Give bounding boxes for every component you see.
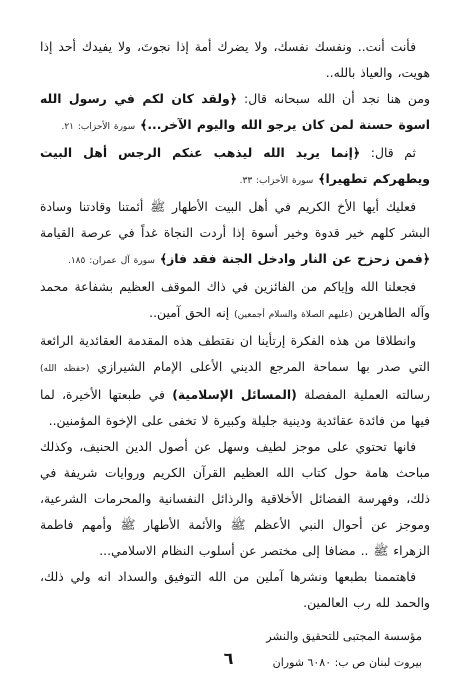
paragraph-6-middle: رسالته العملية المفصلة: [296, 387, 430, 402]
paragraph-3-intro: ثم قال:: [360, 145, 416, 160]
paragraph-7-text: فانها تحتوي على موجز لطيف وسهل عن أصول الدين الحنيف، وكذلك مباحث هامة حول كتاب الله العظيم القرآن الكريم وروايات شريفة في ذلك، وفهرسة الفضائل الأخلاقية والرذائل النفسانية والمحرمات الشرعية، وموجز عن أحوال النبي الأعظم ﷺ والأئمة الأطهار ﷺ وأمهم فاطمة الزهراء ﷺ .. مضافا إلى مختصر عن أسلوب النظام الاسلامي...: [40, 439, 430, 558]
paragraph-2-intro: ومن هنا نجد أن الله سبحانه قال:: [236, 91, 430, 106]
honorific-1: (عليهم الصلاة والسلام أجمعين): [234, 310, 353, 320]
paragraph-1-text: فأنت أنت.. ونفسك نفسك، ولا يضرك أمة إذا نجوتَ، ولا يفيدك أحد إذا هويت، والعياذ بالله..: [40, 39, 430, 80]
paragraph-6-intro: وانطلاقا من هذه الفكرة إرتأينا ان نقتطف هذه المقدمة العقائدية الرائعة التي صدر بها سماحة المرجع الديني الأعلى الإمام الشيرازي: [40, 333, 430, 374]
paragraph-3: [40, 140, 430, 194]
paragraph-6-end: في طبعتها الأخيرة، لما فيها من فائدة عقائدية ودينية جليلة وكبيرة لا تخفى على الإخوة المؤمنين..: [40, 387, 430, 428]
paragraph-4: [40, 194, 430, 274]
paragraph-5-end: إنه الحق آمين..: [149, 305, 235, 320]
paragraph-7: [40, 434, 430, 564]
paragraph-1: [40, 34, 430, 86]
honorific-2: (حفظه الله): [40, 364, 90, 374]
paragraph-6: [40, 328, 430, 434]
quran-quote-2: ﴿إنما يريد الله ليذهب عنكم الرجس أهل البيت ويطهركم تطهيرا﴾: [40, 145, 430, 186]
surah-reference-1: سورة الأحزاب: ٢١.: [61, 122, 136, 132]
paragraph-4-intro: فعليك أيها الأخ الكريم في أهل البيت الأطهار ﷺ أئمتنا وقادتنا وسادة البشر كلهم خير قدوة وخير أسوة إذا أردت النجاة غداً في عرصة القيامة: [40, 199, 430, 240]
paragraph-5-intro: فجعلنا الله وإياكم من الفائزين في ذاك الموقف العظيم بشفاعة محمد وآله الطاهرين: [40, 279, 430, 320]
surah-reference-2: سورة الأحزاب: ٣٣.: [239, 176, 314, 186]
paragraph-5: [40, 274, 430, 328]
quran-quote-1: ﴿ولقد كان لكم في رسول الله اسوة حسنة لمن كان يرجو الله واليوم الآخر...﴾: [40, 91, 430, 132]
page-number: ٦: [223, 649, 234, 668]
book-title: (المسائل الإسلامية): [172, 387, 297, 402]
page-body: [40, 34, 430, 669]
paragraph-8-text: فاهتممنا بطبعها ونشرها آملين من الله التوفيق والسداد انه ولي ذلك، والحمد لله رب العالمين.: [40, 569, 430, 610]
paragraph-8: [40, 564, 430, 616]
paragraph-2: [40, 86, 430, 140]
publisher-signature: مؤسسة المجتبى للتحقيق والنشر: [266, 629, 422, 643]
surah-reference-3: سورة آل عمران: ١٨٥.: [67, 256, 155, 266]
quran-quote-3: ﴿فمن زحزح عن النار وادخل الجنة فقد فاز﴾: [159, 251, 430, 266]
publisher-address: بيروت لبنان ص ب: ٦٠٨٠ شوران: [272, 656, 422, 669]
